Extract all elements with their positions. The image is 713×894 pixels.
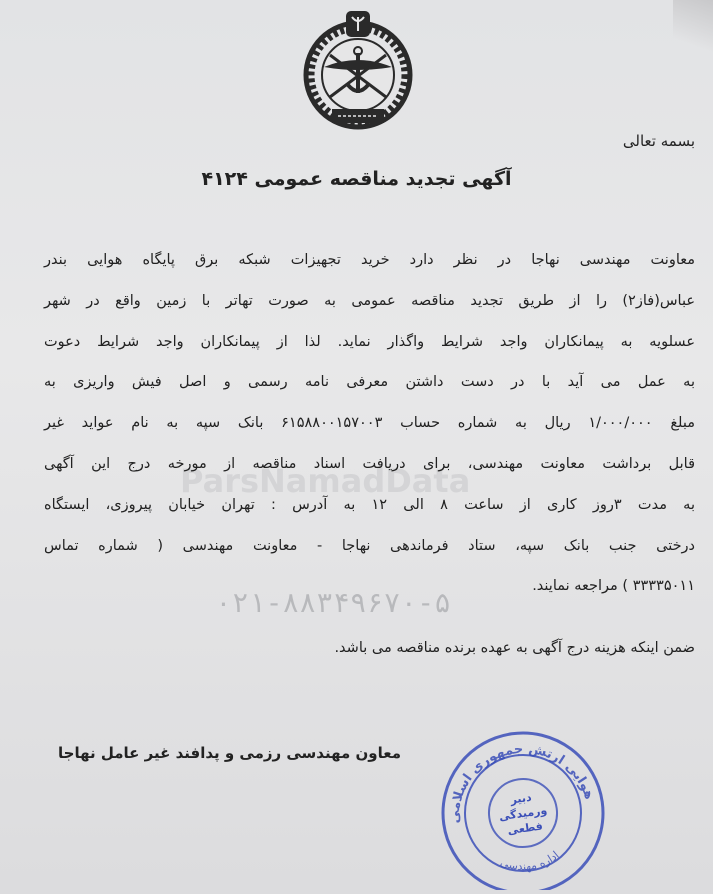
body-line: معاونت مهندسی نهاجا در نظر دارد خرید تجهیزات شبکه برق پایگاه هوایی بندر xyxy=(44,252,695,268)
svg-text:اداره مهندسی xyxy=(497,848,563,877)
stamp-center-line3: فطعی xyxy=(506,819,544,838)
cost-note: ضمن اینکه هزینه درج آگهی به عهده برنده مناقصه می باشد. xyxy=(334,640,695,656)
body-line: قابل برداشت معاونت مهندسی، برای دریافت اسناد مناقصه از مورخه درج این آگهی xyxy=(44,455,695,472)
body-line: عباس(فاز۲) را از طریق تجدید مناقصه عمومی به صورت تهاتر با زمین واقع در شهر xyxy=(44,292,695,309)
watermark-phone: ۰۲۱-۸۸۳۴۹۶۷۰-۵ xyxy=(215,586,452,619)
stamp-center-line1: دبیر xyxy=(509,790,533,807)
stamp-ring-text: هوایی ارتش جمهوری اسلامی xyxy=(447,741,597,824)
body-line: درختی جنب بانک سپه، ستاد فرماندهی نهاجا - معاونت مهندسی ( شماره تماس xyxy=(44,537,695,554)
body-line: ۳۳۳۳۵۰۱۱ ) مراجعه نمایند. xyxy=(532,578,695,595)
army-emblem-logo xyxy=(302,5,414,135)
watermark-brand: ParsNamadData xyxy=(180,462,471,500)
page-title: آگهی تجدید مناقصه عمومی ۴۱۲۴ xyxy=(201,168,512,190)
official-stamp xyxy=(428,718,618,890)
page-shadow xyxy=(673,0,713,60)
notice-body xyxy=(44,240,695,607)
stamp-center-line2: ورمیدگی xyxy=(498,803,548,824)
besm-heading: بسمه تعالی xyxy=(622,132,695,150)
body-line: به عمل می آید با در دست داشتن معرفی نامه رسمی و اصل فیش واریزی به xyxy=(44,374,695,391)
body-line: مبلغ ۱/۰۰۰/۰۰۰ ریال به شماره حساب ۶۱۵۸۸۰۰۱۵۷۰۰۳ بانک سپه به نام عواید غیر xyxy=(44,415,695,432)
stamp-bottom-text: اداره مهندسی xyxy=(498,848,562,874)
body-line: عسلویه به پیمانکاران واجد شرایط واگذار نماید. لذا از پیمانکاران واجد شرایط دعوت xyxy=(44,333,695,350)
body-line: به مدت ۳روز کاری از ساعت ۸ الی ۱۲ به آدرس : تهران خیابان پیروزی، ایستگاه xyxy=(44,496,695,513)
signature-title: معاون مهندسی رزمی و پدافند غیر عامل نهاجا xyxy=(58,744,401,762)
